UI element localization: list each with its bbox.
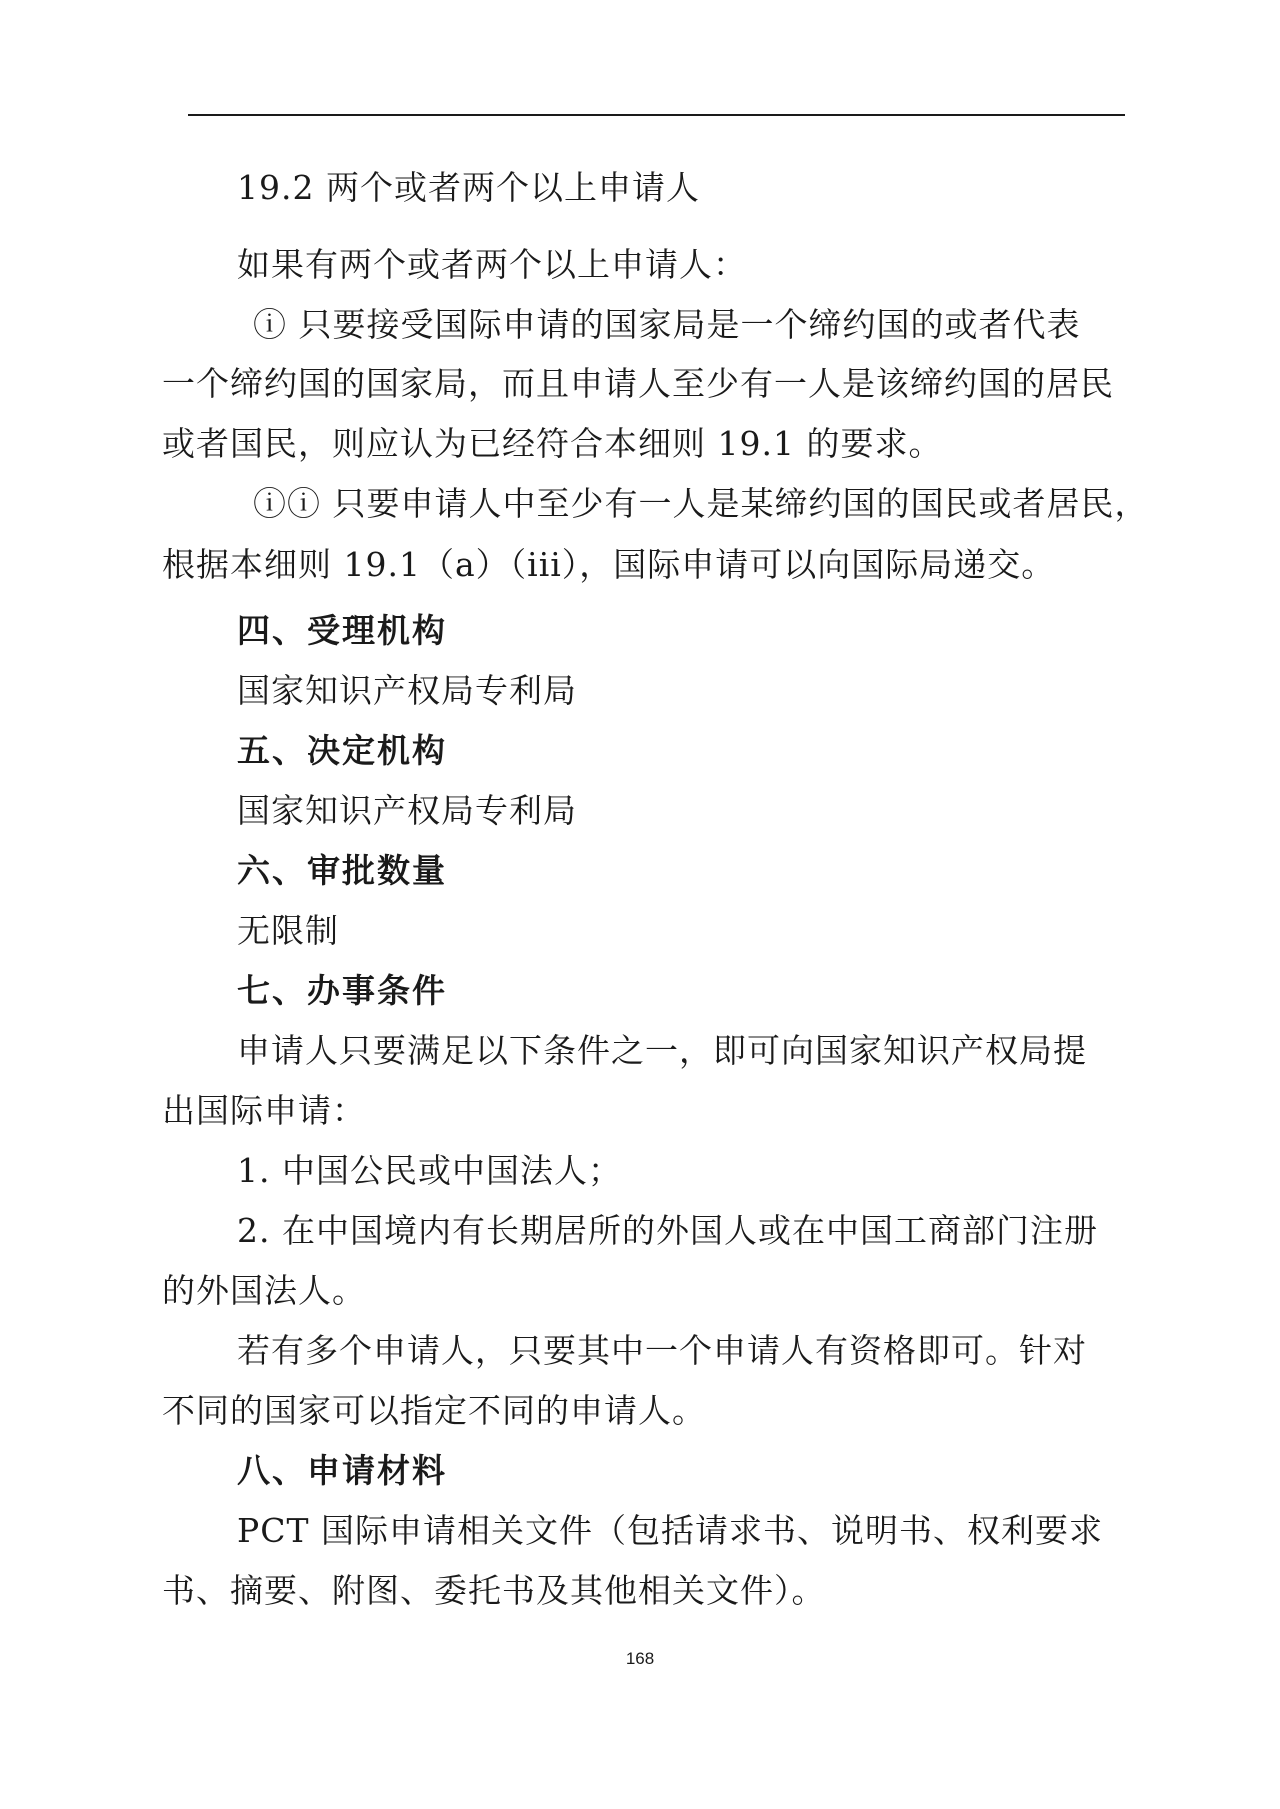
section-19-2-title: 19.2 两个或者两个以上申请人 bbox=[237, 168, 700, 207]
heading-deciding-authority: 五、决定机构 bbox=[237, 731, 447, 770]
application-materials-line-1: PCT 国际申请相关文件（包括请求书、说明书、权利要求 bbox=[237, 1511, 1103, 1550]
heading-approval-quantity: 六、审批数量 bbox=[237, 851, 447, 890]
page-number: 168 bbox=[625, 1649, 655, 1668]
conditions-intro-line-1: 申请人只要满足以下条件之一，即可向国家知识产权局提 bbox=[237, 1031, 1087, 1070]
accepting-authority-value: 国家知识产权局专利局 bbox=[237, 671, 577, 710]
multiple-applicants-line-2: 不同的国家可以指定不同的申请人。 bbox=[162, 1391, 706, 1430]
conditions-intro-line-2: 出国际申请： bbox=[162, 1091, 366, 1130]
paragraph-item-i-line-3: 或者国民，则应认为已经符合本细则 19.1 的要求。 bbox=[162, 424, 943, 463]
approval-quantity-value: 无限制 bbox=[237, 911, 339, 950]
application-materials-line-2: 书、摘要、附图、委托书及其他相关文件）。 bbox=[162, 1571, 826, 1610]
condition-2-line-2: 的外国法人。 bbox=[162, 1271, 366, 1310]
paragraph-item-i-line-2: 一个缔约国的国家局，而且申请人至少有一人是该缔约国的居民 bbox=[162, 364, 1114, 403]
paragraph-item-ii-line-1: ⓘⓘ 只要申请人中至少有一人是某缔约国的国民或者居民， bbox=[253, 484, 1149, 523]
paragraph-intro: 如果有两个或者两个以上申请人： bbox=[237, 245, 747, 284]
deciding-authority-value: 国家知识产权局专利局 bbox=[237, 791, 577, 830]
paragraph-item-ii-line-2: 根据本细则 19.1（a）（iii），国际申请可以向国际局递交。 bbox=[162, 545, 1056, 584]
heading-application-materials: 八、申请材料 bbox=[237, 1451, 447, 1490]
multiple-applicants-line-1: 若有多个申请人，只要其中一个申请人有资格即可。针对 bbox=[237, 1331, 1087, 1370]
condition-1: 1. 中国公民或中国法人； bbox=[237, 1151, 622, 1190]
heading-conditions: 七、办事条件 bbox=[237, 971, 447, 1010]
heading-accepting-authority: 四、受理机构 bbox=[237, 611, 447, 650]
paragraph-item-i-line-1: ⓘ 只要接受国际申请的国家局是一个缔约国的或者代表 bbox=[253, 305, 1081, 344]
condition-2-line-1: 2. 在中国境内有长期居所的外国人或在中国工商部门注册 bbox=[237, 1211, 1098, 1250]
header-rule bbox=[188, 114, 1125, 116]
